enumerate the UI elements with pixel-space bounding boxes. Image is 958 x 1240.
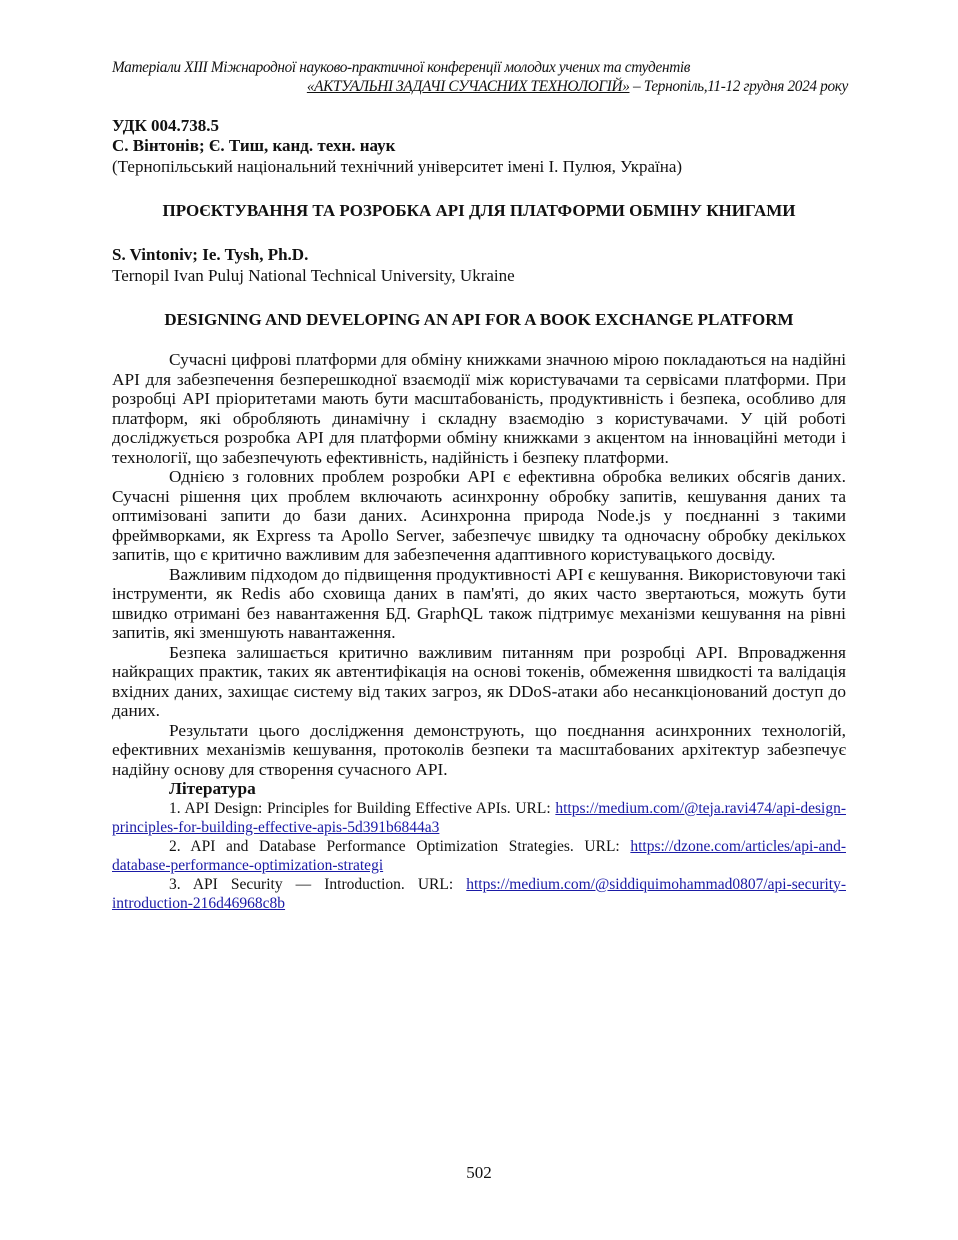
page-number: 502 xyxy=(466,1163,492,1182)
running-header-line2 xyxy=(112,77,848,96)
affiliation-ua: (Тернопільський національний технічний університет імені І. Пулюя, Україна) xyxy=(112,157,683,176)
article-body xyxy=(112,350,846,913)
reference-link[interactable]: https://medium.com/@teja.ravi474/api-design-principles-for-building-effective-apis-5d391b6844a3 xyxy=(112,799,846,836)
title-ua: ПРОЄКТУВАННЯ ТА РОЗРОБКА API ДЛЯ ПЛАТФОРМИ ОБМІНУ КНИГАМИ xyxy=(162,201,796,220)
authors-en: S. Vintoniv; Ie. Tysh, Ph.D. xyxy=(112,245,309,264)
reference-item xyxy=(112,799,846,837)
title-en: DESIGNING AND DEVELOPING AN API FOR A BOOK EXCHANGE PLATFORM xyxy=(164,310,794,329)
paragraph: Однією з головних проблем розробки API є ефективна обробка великих обсягів даних. Сучасні рішення цих проблем включають асинхронну обробку запитів, кешування даних та оптимізовані запити до бази даних. Асинхронна природа Node.js у поєднанні з такими фреймворками, як Express та Apollo Server, забезпечує швидку та одночасну обробку декількох запитів, що є критично важливим для забезпечення адаптивного користувацького досвіду. xyxy=(112,467,846,564)
running-header-line1: Матеріали XIII Міжнародної науково-практичної конференції молодих учених та студентів xyxy=(112,59,691,76)
reference-item xyxy=(112,837,846,875)
conference-name: «АКТУАЛЬНІ ЗАДАЧІ СУЧАСНИХ ТЕХНОЛОГІЙ» xyxy=(306,78,630,95)
paragraph: Результати цього дослідження демонструють, що поєднання асинхронних технологій, ефективних механізмів кешування, протоколів безпеки та масштабованих архітектур забезпечує надійну основу для створення сучасного API. xyxy=(112,720,846,779)
reference-text: 2. API and Database Performance Optimization Strategies. URL: xyxy=(169,837,631,855)
paragraph: Сучасні цифрові платформи для обміну книжками значною мірою покладаються на надійні API для забезпечення безперешкодної взаємодії між користувачами та сервісами платформи. При розробці API пріоритетами мають бути масштабованість, продуктивність і безпека, особливо для платформ, які обробляють динамічну і складну взаємодію з користувачами. У цій роботі досліджується розробка API для платформи обміну книжками з акцентом на інноваційні методи і технології, що забезпечують ефективність, надійність і безпеку платформи. xyxy=(112,350,846,467)
reference-link[interactable]: https://medium.com/@siddiquimohammad0807/api-security-introduction-216d46968c8b xyxy=(112,875,846,912)
authors-ua: С. Вінтонів; Є. Тиш, канд. техн. наук xyxy=(112,136,396,155)
paragraph: Безпека залишається критично важливим питанням при розробці API. Впровадження найкращих практик, таких як автентифікація на основі токенів, обмеження швидкості та валідація вхідних даних, захищає систему від таких загроз, як DDoS-атаки або несанкціонований доступ до даних. xyxy=(112,642,846,720)
conference-place-date: – Тернопіль,11-12 грудня 2024 року xyxy=(629,78,848,95)
affiliation-en: Ternopil Ivan Puluj National Technical University, Ukraine xyxy=(112,266,515,285)
reference-text: 1. API Design: Principles for Building Effective APIs. URL: xyxy=(169,799,556,817)
reference-item xyxy=(112,875,846,913)
references-list xyxy=(112,799,846,913)
paragraph: Важливим підходом до підвищення продуктивності API є кешування. Використовуючи такі інструменти, як Redis або сховища даних в пам'яті, до яких часто звертаються, можуть бути швидко отримані без навантаження БД. GraphQL також підтримує механізми кешування на рівні запитів, які зменшують навантаження. xyxy=(112,564,846,642)
reference-link[interactable]: https://dzone.com/articles/api-and-database-performance-optimization-strategi xyxy=(112,837,846,874)
reference-text: 3. API Security — Introduction. URL: xyxy=(169,875,467,893)
literature-heading: Література xyxy=(169,779,256,798)
udk-code: УДК 004.738.5 xyxy=(112,116,220,135)
